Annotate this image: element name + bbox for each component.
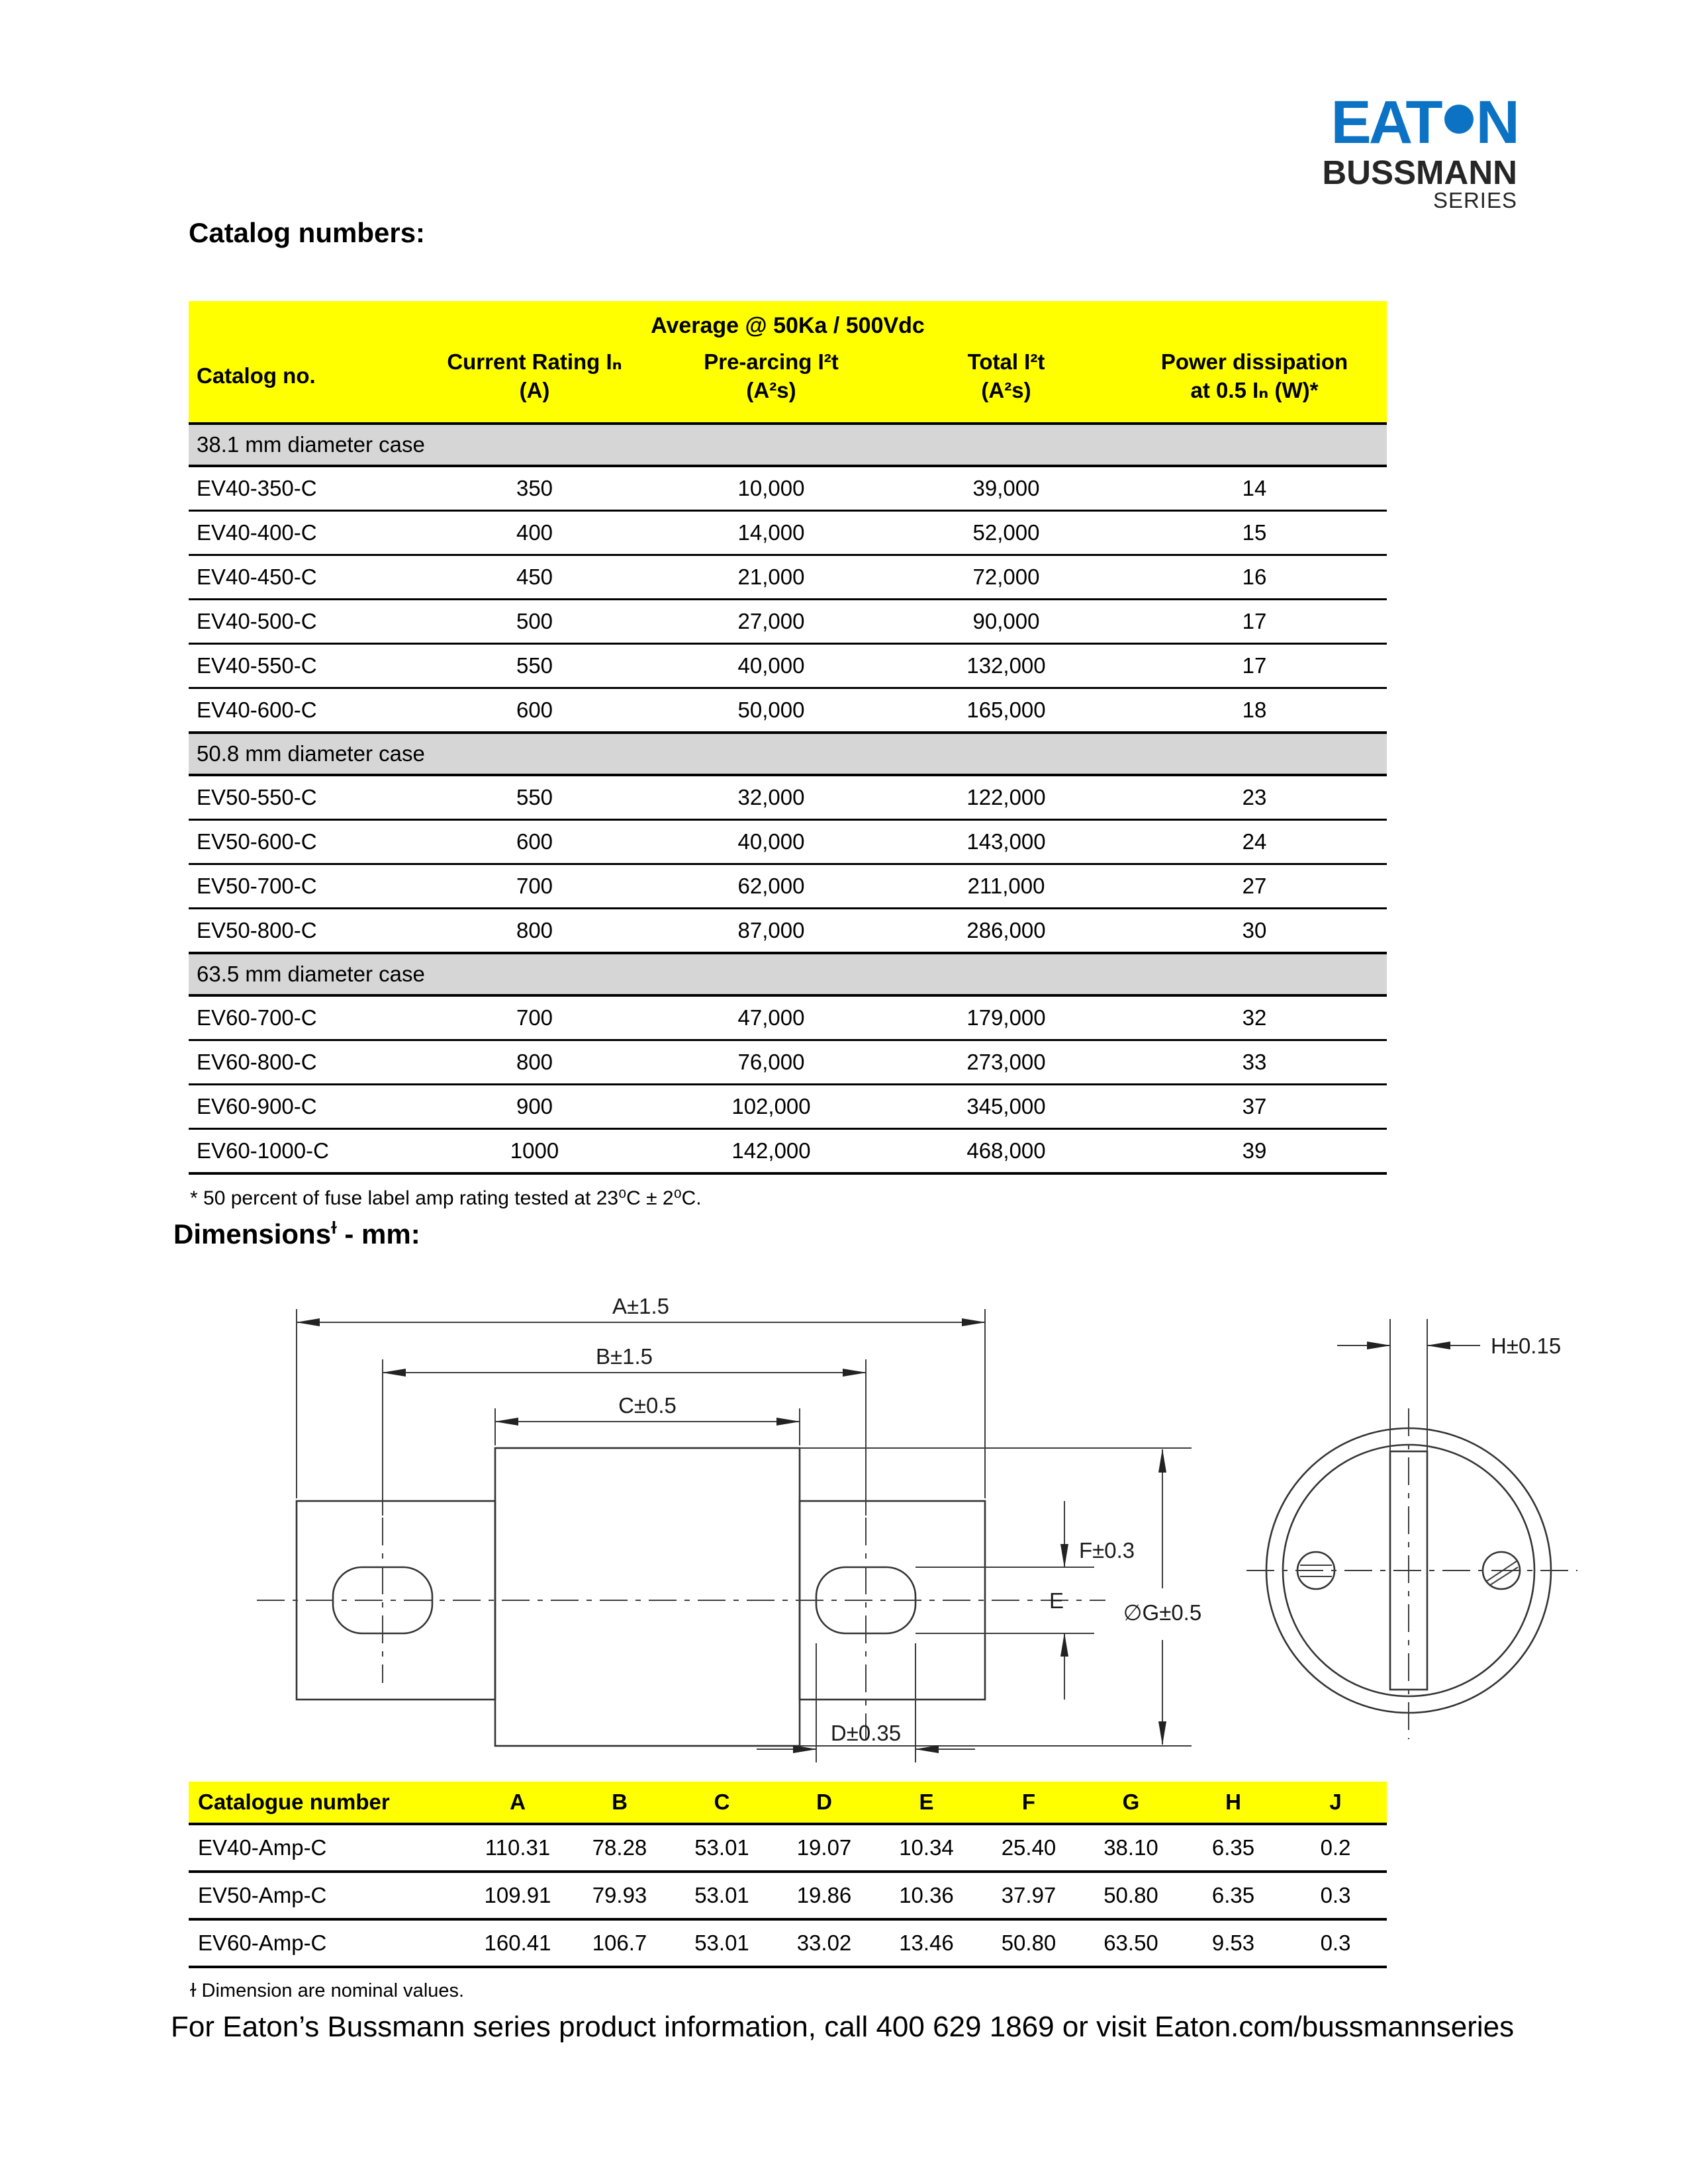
catalog-number-cell: EV60-900-C: [189, 1084, 417, 1128]
catalog-number-cell: EV60-700-C: [189, 995, 417, 1040]
catalog-number-cell: EV50-800-C: [189, 908, 417, 953]
catalog-col-header: Total I²t (A²s): [890, 341, 1122, 424]
value-cell: 122,000: [890, 775, 1122, 820]
catalog-row: [189, 819, 1387, 864]
value-cell: 16: [1122, 555, 1387, 599]
value-cell: 143,000: [890, 819, 1122, 864]
section-row: [189, 424, 1387, 466]
logo-bussmann: BUSSMANN: [1322, 154, 1517, 192]
dimensions-title-symbol: ɫ: [331, 1218, 337, 1238]
dims-table-wrap: [189, 1782, 1387, 2002]
catalog-table: [189, 301, 1387, 1175]
value-cell: 33: [1122, 1040, 1387, 1084]
avg-header: Average @ 50Ka / 500Vdc: [189, 301, 1387, 341]
dims-catalog-cell: EV40-Amp-C: [189, 1824, 467, 1872]
value-cell: 600: [417, 819, 652, 864]
section-label: 50.8 mm diameter case: [189, 733, 1387, 775]
dims-value-cell: 37.97: [978, 1872, 1080, 1919]
dimensions-title: [173, 1218, 420, 1250]
value-cell: 1000: [417, 1128, 652, 1173]
catalog-number-cell: EV40-600-C: [189, 688, 417, 733]
value-cell: 30: [1122, 908, 1387, 953]
dimensions-title-units: - mm:: [336, 1218, 420, 1250]
dims-value-cell: 50.80: [1080, 1872, 1182, 1919]
dims-value-cell: 9.53: [1182, 1919, 1284, 1967]
value-cell: 32: [1122, 995, 1387, 1040]
dims-value-cell: 25.40: [978, 1824, 1080, 1872]
value-cell: 350: [417, 466, 652, 511]
catalog-row: [189, 510, 1387, 555]
value-cell: 17: [1122, 643, 1387, 688]
dims-value-cell: 63.50: [1080, 1919, 1182, 1967]
value-cell: 76,000: [652, 1040, 890, 1084]
value-cell: 800: [417, 1040, 652, 1084]
dims-value-cell: 0.3: [1284, 1872, 1387, 1919]
dim-label-g: ∅G±0.5: [1123, 1600, 1202, 1625]
value-cell: 17: [1122, 599, 1387, 643]
catalog-number-cell: EV50-700-C: [189, 864, 417, 908]
value-cell: 72,000: [890, 555, 1122, 599]
value-cell: 345,000: [890, 1084, 1122, 1128]
value-cell: 40,000: [652, 643, 890, 688]
page-footer: For Eaton’s Bussmann series product information, call 400 629 1869 or visit Eaton.com/bussmannseries: [171, 2011, 1515, 2043]
value-cell: 179,000: [890, 995, 1122, 1040]
dims-table-body: [189, 1824, 1387, 1967]
catalog-row: [189, 599, 1387, 643]
catalog-table-body: [189, 424, 1387, 1173]
fuse-end-view: [1246, 1319, 1577, 1739]
dims-col-header: C: [671, 1782, 773, 1824]
dims-value-cell: 6.35: [1182, 1824, 1284, 1872]
dim-label-e: E: [1049, 1588, 1064, 1613]
dims-value-cell: 53.01: [671, 1872, 773, 1919]
eaton-logo: [1322, 89, 1517, 213]
dims-table: [189, 1782, 1387, 1968]
value-cell: 900: [417, 1084, 652, 1128]
value-cell: 132,000: [890, 643, 1122, 688]
catalog-row: [189, 995, 1387, 1040]
logo-dot-icon: [1444, 105, 1474, 134]
dims-catalog-cell: EV50-Amp-C: [189, 1872, 467, 1919]
dims-row: [189, 1824, 1387, 1872]
dim-label-f: F±0.3: [1079, 1538, 1135, 1563]
catalog-row: [189, 1084, 1387, 1128]
dims-row: [189, 1872, 1387, 1919]
section-row: [189, 953, 1387, 995]
dims-value-cell: 79.93: [569, 1872, 671, 1919]
dims-value-cell: 53.01: [671, 1824, 773, 1872]
value-cell: 102,000: [652, 1084, 890, 1128]
value-cell: 10,000: [652, 466, 890, 511]
dims-col-header: D: [773, 1782, 875, 1824]
catalog-number-cell: EV60-800-C: [189, 1040, 417, 1084]
catalog-row: [189, 775, 1387, 820]
value-cell: 142,000: [652, 1128, 890, 1173]
value-cell: 47,000: [652, 995, 890, 1040]
dims-value-cell: 13.46: [875, 1919, 978, 1967]
value-cell: 24: [1122, 819, 1387, 864]
section-label: 63.5 mm diameter case: [189, 953, 1387, 995]
catalog-column-header-row: [189, 341, 1387, 424]
value-cell: 450: [417, 555, 652, 599]
dims-value-cell: 33.02: [773, 1919, 875, 1967]
logo-series: SERIES: [1432, 188, 1517, 213]
dims-footnote: ɫ Dimension are nominal values.: [190, 1980, 465, 2001]
catalog-row: [189, 466, 1387, 511]
section-row: [189, 733, 1387, 775]
value-cell: 286,000: [890, 908, 1122, 953]
value-cell: 18: [1122, 688, 1387, 733]
value-cell: 90,000: [890, 599, 1122, 643]
value-cell: 40,000: [652, 819, 890, 864]
dims-value-cell: 109.91: [467, 1872, 569, 1919]
wordmark-left: EAT: [1331, 89, 1440, 156]
dims-col-header: J: [1284, 1782, 1387, 1824]
catalog-footnote: * 50 percent of fuse label amp rating tested at 23⁰C ± 2⁰C.: [190, 1187, 702, 1209]
value-cell: 211,000: [890, 864, 1122, 908]
dims-col-header: A: [467, 1782, 569, 1824]
dims-value-cell: 50.80: [978, 1919, 1080, 1967]
section-label: 38.1 mm diameter case: [189, 424, 1387, 466]
dim-label-h: H±0.15: [1491, 1334, 1562, 1358]
dims-col-header: G: [1080, 1782, 1182, 1824]
value-cell: 32,000: [652, 775, 890, 820]
value-cell: 27: [1122, 864, 1387, 908]
catalog-col-header: Power dissipation at 0.5 Iₙ (W)*: [1122, 341, 1387, 424]
dims-value-cell: 19.07: [773, 1824, 875, 1872]
dims-value-cell: 0.3: [1284, 1919, 1387, 1967]
value-cell: 700: [417, 864, 652, 908]
fuse-body-outline: [495, 1448, 800, 1746]
dims-value-cell: 6.35: [1182, 1872, 1284, 1919]
eaton-wordmark: [1322, 89, 1517, 156]
catalog-title: Catalog numbers:: [189, 217, 426, 248]
value-cell: 39,000: [890, 466, 1122, 511]
catalog-row: [189, 1040, 1387, 1084]
dims-value-cell: 78.28: [569, 1824, 671, 1872]
fuse-side-view: [257, 1294, 1219, 1762]
dim-label-b: B±1.5: [596, 1344, 653, 1369]
value-cell: 62,000: [652, 864, 890, 908]
dims-table-head: [189, 1782, 1387, 1824]
catalog-col-header: Pre-arcing I²t (A²s): [652, 341, 890, 424]
value-cell: 27,000: [652, 599, 890, 643]
catalog-col-header: Current Rating Iₙ (A): [417, 341, 652, 424]
catalog-number-cell: EV50-550-C: [189, 775, 417, 820]
dimension-drawing: [230, 1283, 1587, 1772]
catalog-table-head: [189, 301, 1387, 424]
dims-col-header: B: [569, 1782, 671, 1824]
value-cell: 50,000: [652, 688, 890, 733]
dims-col-header: E: [875, 1782, 978, 1824]
catalog-row: [189, 555, 1387, 599]
value-cell: 600: [417, 688, 652, 733]
value-cell: 14,000: [652, 510, 890, 555]
value-cell: 52,000: [890, 510, 1122, 555]
dim-label-a: A±1.5: [612, 1294, 669, 1318]
value-cell: 39: [1122, 1128, 1387, 1173]
dims-value-cell: 0.2: [1284, 1824, 1387, 1872]
value-cell: 15: [1122, 510, 1387, 555]
dims-col-header: Catalogue number: [189, 1782, 467, 1824]
value-cell: 700: [417, 995, 652, 1040]
dims-col-header: H: [1182, 1782, 1284, 1824]
dimensions-title-text: Dimensions: [173, 1218, 332, 1250]
catalog-row: [189, 908, 1387, 953]
dims-row: [189, 1919, 1387, 1967]
dims-catalog-cell: EV60-Amp-C: [189, 1919, 467, 1967]
value-cell: 87,000: [652, 908, 890, 953]
dims-value-cell: 19.86: [773, 1872, 875, 1919]
dims-value-cell: 38.10: [1080, 1824, 1182, 1872]
catalog-row: [189, 1128, 1387, 1173]
avg-header-row: [189, 301, 1387, 341]
catalog-number-cell: EV40-500-C: [189, 599, 417, 643]
catalog-number-cell: EV50-600-C: [189, 819, 417, 864]
value-cell: 468,000: [890, 1128, 1122, 1173]
value-cell: 165,000: [890, 688, 1122, 733]
catalog-row: [189, 688, 1387, 733]
dims-value-cell: 160.41: [467, 1919, 569, 1967]
dims-value-cell: 110.31: [467, 1824, 569, 1872]
value-cell: 37: [1122, 1084, 1387, 1128]
dims-value-cell: 10.36: [875, 1872, 978, 1919]
dims-col-header: F: [978, 1782, 1080, 1824]
catalog-number-cell: EV60-1000-C: [189, 1128, 417, 1173]
catalog-row: [189, 864, 1387, 908]
wordmark-right: N: [1476, 89, 1517, 156]
value-cell: 500: [417, 599, 652, 643]
value-cell: 23: [1122, 775, 1387, 820]
catalog-row: [189, 643, 1387, 688]
value-cell: 400: [417, 510, 652, 555]
catalog-table-wrap: [189, 301, 1387, 1210]
dims-value-cell: 10.34: [875, 1824, 978, 1872]
value-cell: 550: [417, 775, 652, 820]
dim-label-c: C±0.5: [618, 1393, 677, 1418]
dims-header-row: [189, 1782, 1387, 1824]
dims-value-cell: 106.7: [569, 1919, 671, 1967]
dims-value-cell: 53.01: [671, 1919, 773, 1967]
catalog-number-cell: EV40-450-C: [189, 555, 417, 599]
value-cell: 14: [1122, 466, 1387, 511]
dim-label-d: D±0.35: [830, 1721, 902, 1745]
value-cell: 273,000: [890, 1040, 1122, 1084]
catalog-number-cell: EV40-350-C: [189, 466, 417, 511]
catalog-number-cell: EV40-550-C: [189, 643, 417, 688]
catalog-col-header: Catalog no.: [189, 341, 417, 424]
value-cell: 21,000: [652, 555, 890, 599]
catalog-number-cell: EV40-400-C: [189, 510, 417, 555]
value-cell: 550: [417, 643, 652, 688]
value-cell: 800: [417, 908, 652, 953]
